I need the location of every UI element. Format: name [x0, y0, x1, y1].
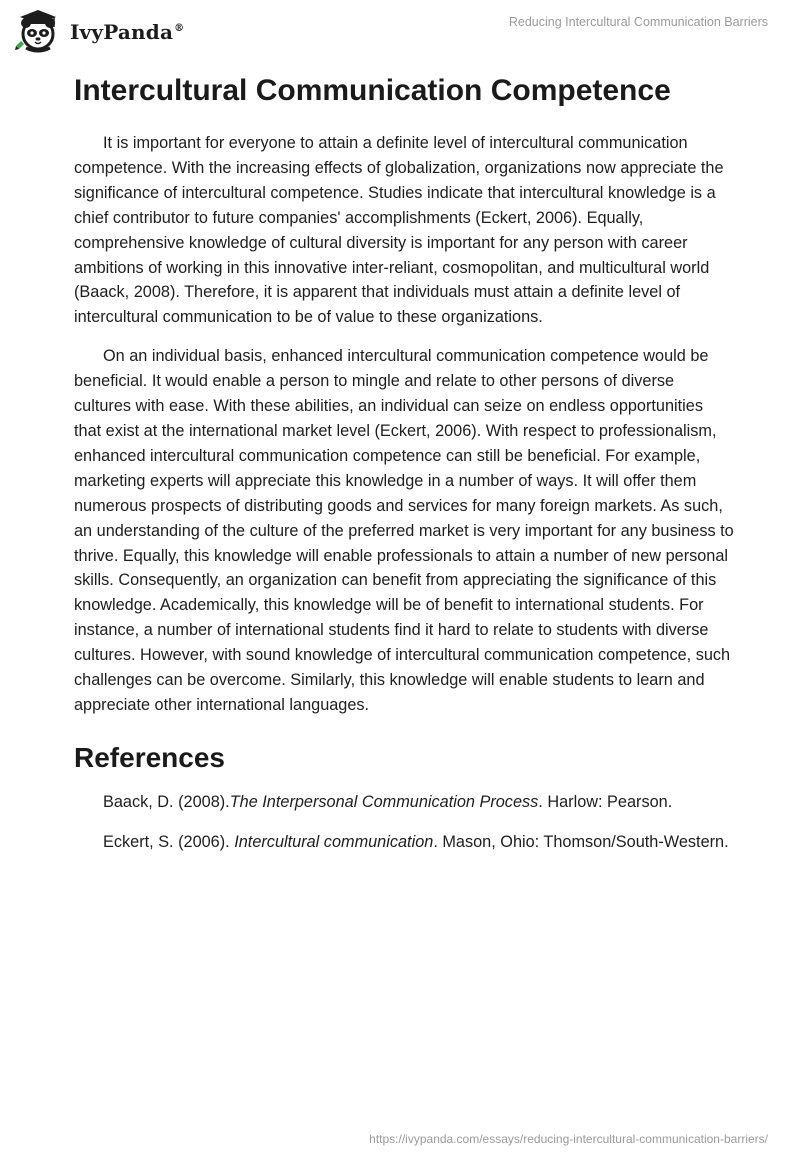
brand-name	[70, 20, 184, 44]
reference-title: The Interpersonal Communication Process	[229, 792, 539, 811]
footer-source-link[interactable]: https://ivypanda.com/essays/reducing-intercultural-communication-barriers/	[369, 1132, 768, 1146]
article-paragraph: It is important for everyone to attain a definite level of intercultural communication competence. With the increasing effects of globalization, organizations now appreciate the significance of intercultural competence. Studies indicate that intercultural knowledge is a chief contributor to future companies' accomplishments (Eckert, 2006). Equally, comprehensive knowledge of cultural diversity is important for any person with career ambitions of working in this innovative inter-reliant, cosmopolitan, and multicultural world (Baack, 2008). Therefore, it is apparent that individuals must attain a definite level of intercultural communication to be of value to these organizations.	[74, 134, 724, 327]
page-header	[0, 0, 800, 60]
reference-author: Baack, D. (2008).	[103, 792, 230, 811]
brand-label: IvyPanda	[70, 20, 174, 44]
ivypanda-logo[interactable]	[14, 8, 184, 54]
reference-item	[74, 790, 734, 815]
article-paragraph: On an individual basis, enhanced intercultural communication competence would be beneficial. It would enable a person to mingle and relate to other persons of diverse cultures with ease. With these abilities, an individual can seize on endless opportunities that exist at the international market level (Eckert, 2006). With respect to professionalism, enhanced intercultural communication competence can still be beneficial. For example, marketing experts will appreciate this knowledge in a number of ways. It will offer them numerous prospects of distributing goods and services for many foreign markets. As such, an understanding of the culture of the preferred market is very important for any business to thrive. Equally, this knowledge will enable professionals to attain a number of new personal skills. Consequently, an organization can benefit from appreciating the significance of this knowledge. Academically, this knowledge will be of benefit to international students. For instance, a number of international students find it hard to relate to students with diverse cultures. However, with sound knowledge of intercultural communication competence, such challenges can be overcome. Similarly, this knowledge will enable students to learn and appreciate other international languages.	[74, 347, 734, 714]
panda-graduate-icon	[14, 8, 64, 54]
reference-publisher: . Mason, Ohio: Thomson/South-Western.	[433, 832, 729, 851]
article-content	[74, 70, 734, 870]
reference-title: Intercultural communication	[234, 832, 434, 851]
registered-mark: ®	[174, 23, 185, 35]
references-heading: References	[74, 741, 225, 773]
reference-author: Eckert, S. (2006).	[103, 832, 235, 851]
article-title: Intercultural Communication Competence	[74, 74, 671, 107]
header-page-title: Reducing Intercultural Communication Barriers	[508, 15, 768, 29]
reference-item	[74, 830, 734, 855]
reference-publisher: . Harlow: Pearson.	[538, 792, 673, 811]
